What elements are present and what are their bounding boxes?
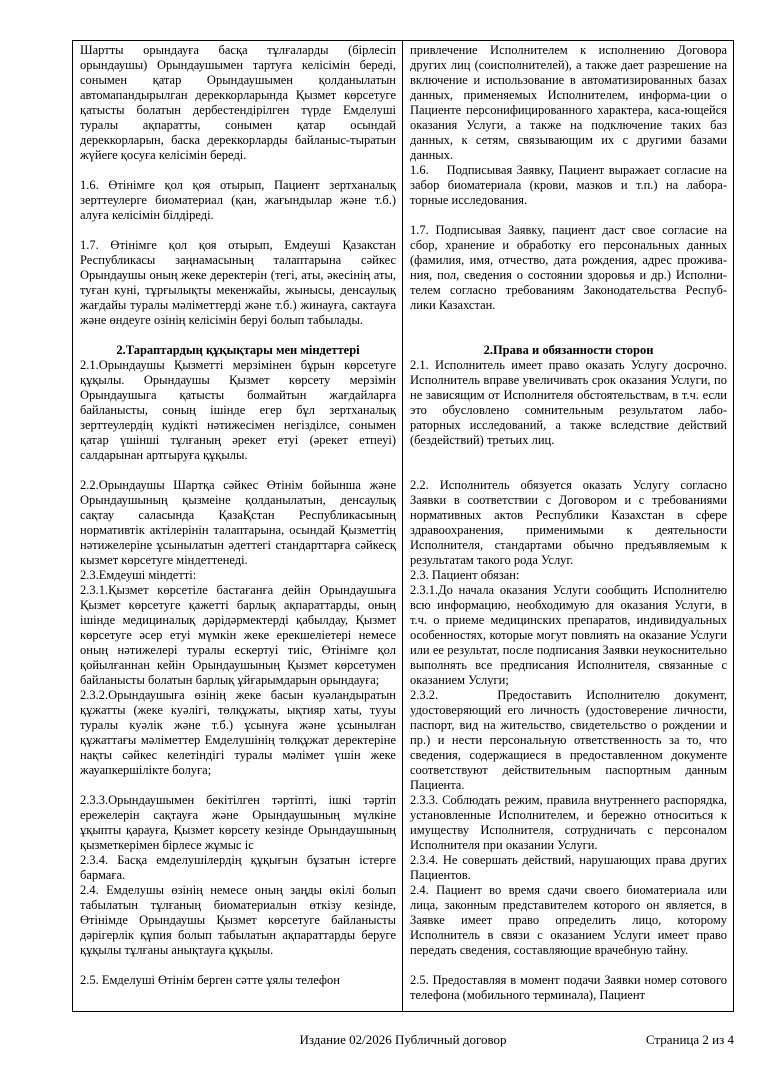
clause-2-2-kk: 2.2.Орындаушы Шартқа сәйкес Өтінім бойынша және Орындаушының қызмеіне қолданылатын, денсаулық сақтау саласында ҚазаҚстан Республикасының нормативтік актілерінін талаптарына, осындай Қызметтің нәтижелеріне ұсынылатын әдеттегі стандарттарға сәйкесқ кызмет көрсетуге міндеттенеді. [80,478,396,567]
clause-2-3-2-ru: 2.3.2. Предоставить Исполнителю документ, удостоверяющий его личность (удостоверение личности, паспорт, вид на жительство, свидетельство о рождении и пр.) и нести персональную ответственность за то, что сведения, содержащиеся в предоставленном документе соответствуют действительным паспортным данным Пациента. [410,688,727,792]
clause-2-4-ru: 2.4. Пациент во время сдачи своего биоматериала или лица, законным представителем которого он является, в Заявке имеет право определить лицо, которому Исполнитель в связи с оказанием Услуги имеет право передать сведения, составляющие врачебную тайну. [410,883,727,957]
clause-2-2-ru: 2.2. Исполнитель обязуется оказать Услугу согласно Заявки в соответствии с Договором и с требованиями нормативных актов Республики Казахстан в сфере здравоохранения, применимыми к деятельности Исполнителя, стандартами обычно предъявляемым к результатам такого рода Услуг. [410,478,727,567]
clause-2-3-ru: 2.3. Пациент обязан: [410,568,520,582]
page-number: Страница 2 из 4 [645,1032,734,1047]
clause-1-5-continued-kk: Шартты орындауға басқа тұлғаларды (бірлесіп орындаушы) Орындаушымен тартуға келісімін береді, сонымен қатар Орындаушымен қолданылатын автомапандырылган дереккорларында Қызмет көрсетуге қатысты болатын дербестендірілген түрде Емделуші туралы ақпаратты, сонымен қатар осындай дереккорларын, баска дереккорларды байланыс-тыратын жүйеге қосуға келісімін береді. [80,43,396,162]
clause-2-5-kk: 2.5. Емделуші Өтінім берген сәтте ұялы телефон [80,973,340,987]
clause-2-3-4-kk: 2.3.4. Басқа емделушілердің құқығын бұзатын істерге бармаға. [80,853,396,882]
clause-2-3-4-ru: 2.3.4. Не совершать действий, нарушающих права других Пациентов. [410,853,727,882]
clause-2-3-3-kk: 2.3.3.Орындаушымен бекітілген тәртіпті, ішкі тәртіп ережелерін сақтауға және Орындаушының мүлкіне ұқыпты қарауға, Қызмет көрсету кезінде Орындаушының қызметкерімен бірлесе жұмыс іс [80,793,396,852]
clause-2-3-1-kk: 2.3.1.Қызмет көрсетіле бастағанға дейін Орындаушыға Қызмет көрсетуге қажетті барлық ақпараттарды, оның ішінде медициналық дәрідәрмектерді қабылдау, Қызмет көрсетуге әсер етуі мүмкін жеке ерекшеліетері немесе оның нәтижелері туралы ескертуі тиіс, Өтінімге қол қойылғаннан кейін Орындаушының Қызмет көрсетумен байланысты болатын барлық ұйғарымдарын орындауға; [80,583,396,687]
clause-2-3-kk: 2.3.Емдеуші міндетті: [80,568,197,582]
page-footer [72,1032,734,1048]
clause-2-3-1-ru: 2.3.1.До начала оказания Услуги сообщить Исполнителю всю информацию, необходимую для оказания Услуги, в т.ч. о приеме медицинских препаратов, индивидуальных особенностях, которые могут повлиять на оказание Услуги или ее результат, после подписания Заявки неукоснительно выполнять все предписания Исполнителя, связанные с оказанием Услуги; [410,583,727,687]
clause-2-4-kk: 2.4. Емделушы өзінің немесе оның заңды өкілі болып табылатын тұлғаның биоматериалын өткізу кезінде, Өтінімде Орындаушы Қызмет көрсетуге байланысты дәрігерлік құпия болып табылатын ақпараттарды беруге құқылы тұлғаны анықтауға құқылы. [80,883,396,957]
clause-1-5-continued-ru: привлечение Исполнителем к исполнению Договора других лиц (соисполнителей), а также дает разрешение на включение и использование в автоматизированных базах данных, применяемых Исполнителем, информа-ции о Пациенте персонифицированного характера, каса-ющейся оказания Услуги, а также на подключение таких баз данных, к сетям, связывающим их с другими базами данных. [410,43,727,162]
clause-2-1-ru: 2.1. Исполнитель имеет право оказать Услугу досрочно. Исполнитель вправе увеличивать срок оказания Услуги, по не зависящим от Исполнителя обстоятельствам, в т.ч. если это обусловлено сомнительным результатом лабо-раторных исследований, а также вследствие действий (бездействий) третьих лиц. [410,358,727,447]
clause-1-6-ru: 1.6. Подписывая Заявку, Пациент выражает согласие на забор биоматериала (крови, мазков и т.п.) на лабора-торные исследования. [410,163,727,207]
edition-label: Издание 02/2026 Публичный договор [299,1032,507,1047]
clause-1-7-kk: 1.7. Өтінімге қол қоя отырып, Емдеуші Қазакстан Республикасы заңнамасының талаптарына сәйкес Орындаушы оның жеке деректерін (тегі, аты, әкесінің аты, туған куні, тұрғылықты мекенжайы, жынысы, денсаулық жағдайы туралы мәліметтерді және т.б.) жинауға, сактауға және өндеуге озінің келісімін беруі болып табылады. [80,238,396,327]
clause-1-6-kk: 1.6. Өтінімге қол қоя отырып, Пациент зертханалық зерттеулерге биоматериал (қан, жағындылар және т.б.) алуға келісімін білдіреді. [80,178,396,222]
contract-table [72,40,734,1012]
clause-2-1-kk: 2.1.Орындаушы Қызметті мерзімінен бұрын көрсетуге құқылы. Орындаушы Қызмет көрсету мерзімін Орындаушыга қатысты болмайтын жағдайларға байланысты, соның ішінде егер бұл зертханалық зерттеулердің кудікті нәтижесімен негізділсе, сонымен қатар үшінші тұлғаның әрекет етуі (әрекет етпеуі) салдарынан артгыруға құқылы. [80,358,396,462]
clause-1-7-ru: 1.7. Подписывая Заявку, пациент даст свое согласие на сбор, хранение и обработку его персональных данных (фамилия, имя, отчество, дата рождения, адрес прожива-ния, пол, сведения о состоянии здоровья и др.) Исполни-телем согласно требованиям Законодательства Респуб-лики Казахстан. [410,223,727,312]
clause-2-3-3-ru: 2.3.3. Соблюдать режим, правила внутреннего распорядка, установленные Исполнителем, и бережно относиться к имуществу Исполнителя, сотрудничать с персоналом Исполнителя при оказании Услуги. [410,793,727,852]
section-2-heading-kk: 2.Тараптардың құқықтары мен міндеттері [116,343,360,357]
column-russian [403,41,733,1011]
column-kazakh [73,41,403,1011]
clause-2-5-ru: 2.5. Предоставляя в момент подачи Заявки номер сотового телефона (мобильного терминала), Пациент [410,973,727,1002]
clause-2-3-2-kk: 2.3.2.Орындаушыға өзінің жеке басын куәландыратын құжатты (жеке куәлігі, төлқұжаты, ықтияр хаты, тууы туралы куәлік және т.б.) ұсынуға және ұсынылған құжаттағы мәліметтер Емделушінің төлқұжат деректеріне нақты сәйкес келетіндігі туралы мәлімет үшін жеке жауапкершілікте болуға; [80,688,396,777]
section-2-heading-ru: 2.Права и обязанности сторон [483,343,654,357]
